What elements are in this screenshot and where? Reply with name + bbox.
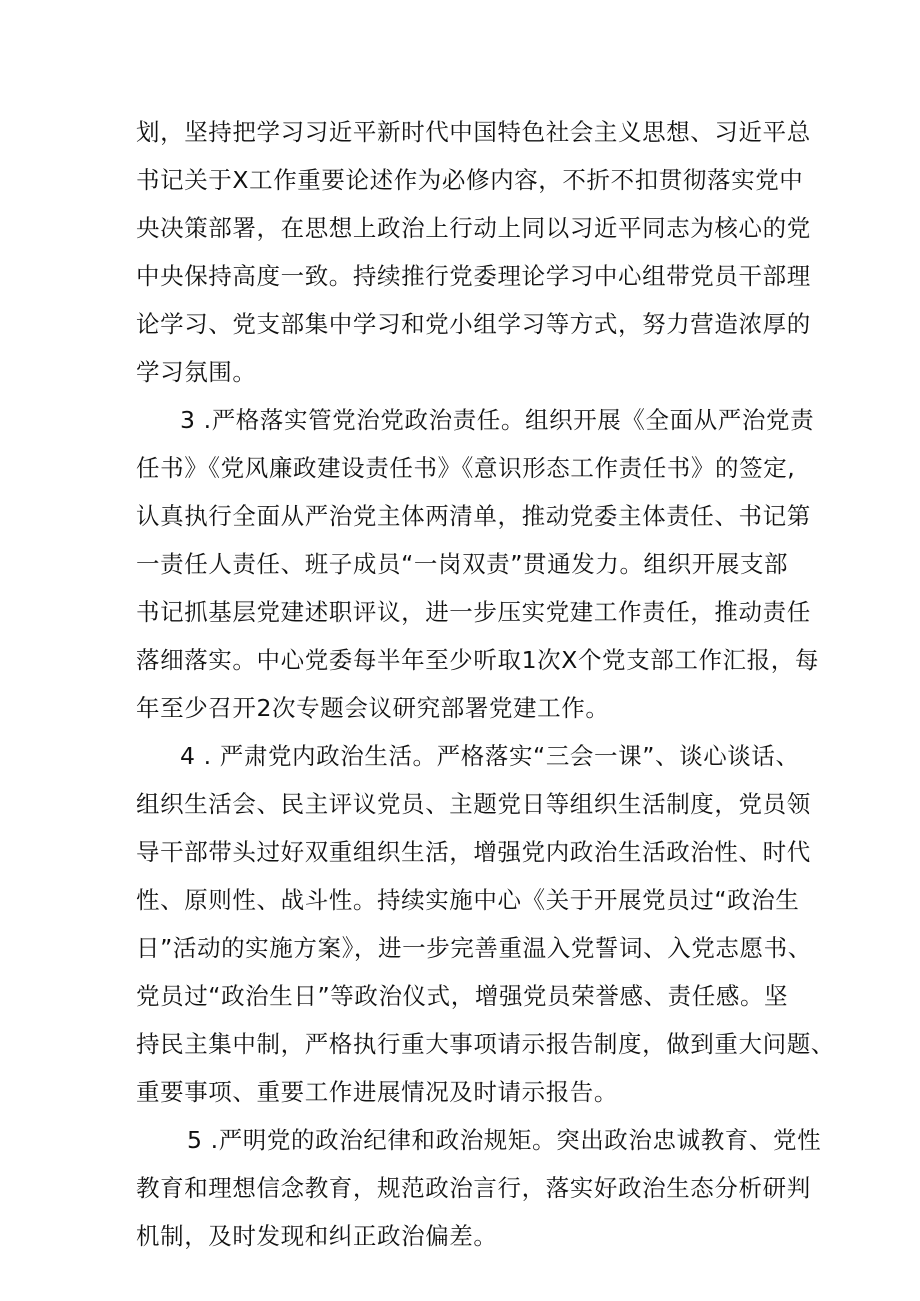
item-5-heading-line: 5 .严明党的政治纪律和政治规矩。突出政治忠诚教育、党性 [187,1126,822,1154]
text-line: 持民主集中制，严格执行重大事项请示报告制度，做到重大问题、 [136,1030,835,1058]
text-line: 划，坚持把学习习近平新时代中国特色社会主义思想、习近平总 [136,118,811,146]
text-line: 书记关于X工作重要论述作为必修内容，不折不扣贯彻落实党中 [136,166,804,194]
text-line: 论学习、党支部集中学习和党小组学习等方式，努力营造浓厚的 [136,310,811,338]
text-line: 组织生活会、民主评议党员、主题党日等组织生活制度，党员领 [136,790,811,818]
text-line: 日”活动的实施方案》，进一步完善重温入党誓词、入党志愿书、 [136,934,812,962]
text-line: 党员过“政治生日”等政治仪式，增强党员荣誉感、责任感。坚 [136,982,789,1010]
item-3-heading-line: 3 .严格落实管党治党政治责任。组织开展《全面从严治党责 [180,406,815,434]
item-4-heading-line: 4 . 严肃党内政治生活。严格落实“三会一课”、谈心谈话、 [180,742,800,770]
text-line: 年至少召开2次专题会议研究部署党建工作。 [136,694,610,722]
text-line: 落细落实。中心党委每半年至少听取1次X个党支部工作汇报，每 [136,646,819,674]
text-line: 机制，及时发现和纠正政治偏差。 [136,1222,498,1250]
text-line: 导干部带头过好双重组织生活，增强党内政治生活政治性、时代 [136,838,811,866]
text-line: 中央保持高度一致。持续推行党委理论学习中心组带党员干部理 [136,262,811,290]
text-line: 央决策部署，在思想上政治上行动上同以习近平同志为核心的党 [136,214,811,242]
text-line: 一责任人责任、班子成员“一岗双责”贯通发力。组织开展支部 [136,550,789,578]
text-line: 任书》《党风廉政建设责任书》《意识形态工作责任书》的签定, [136,454,796,482]
text-line: 认真执行全面从严治党主体两清单，推动党委主体责任、书记第 [136,502,811,530]
text-line: 性、原则性、战斗性。持续实施中心《关于开展党员过“政治生 [136,886,800,914]
text-line: 学习氛围。 [136,358,257,386]
text-line: 重要事项、重要工作进展情况及时请示报告。 [136,1078,618,1106]
text-line: 教育和理想信念教育，规范政治言行，落实好政治生态分析研判 [136,1174,811,1202]
text-line: 书记抓基层党建述职评议，进一步压实党建工作责任，推动责任 [136,598,811,626]
